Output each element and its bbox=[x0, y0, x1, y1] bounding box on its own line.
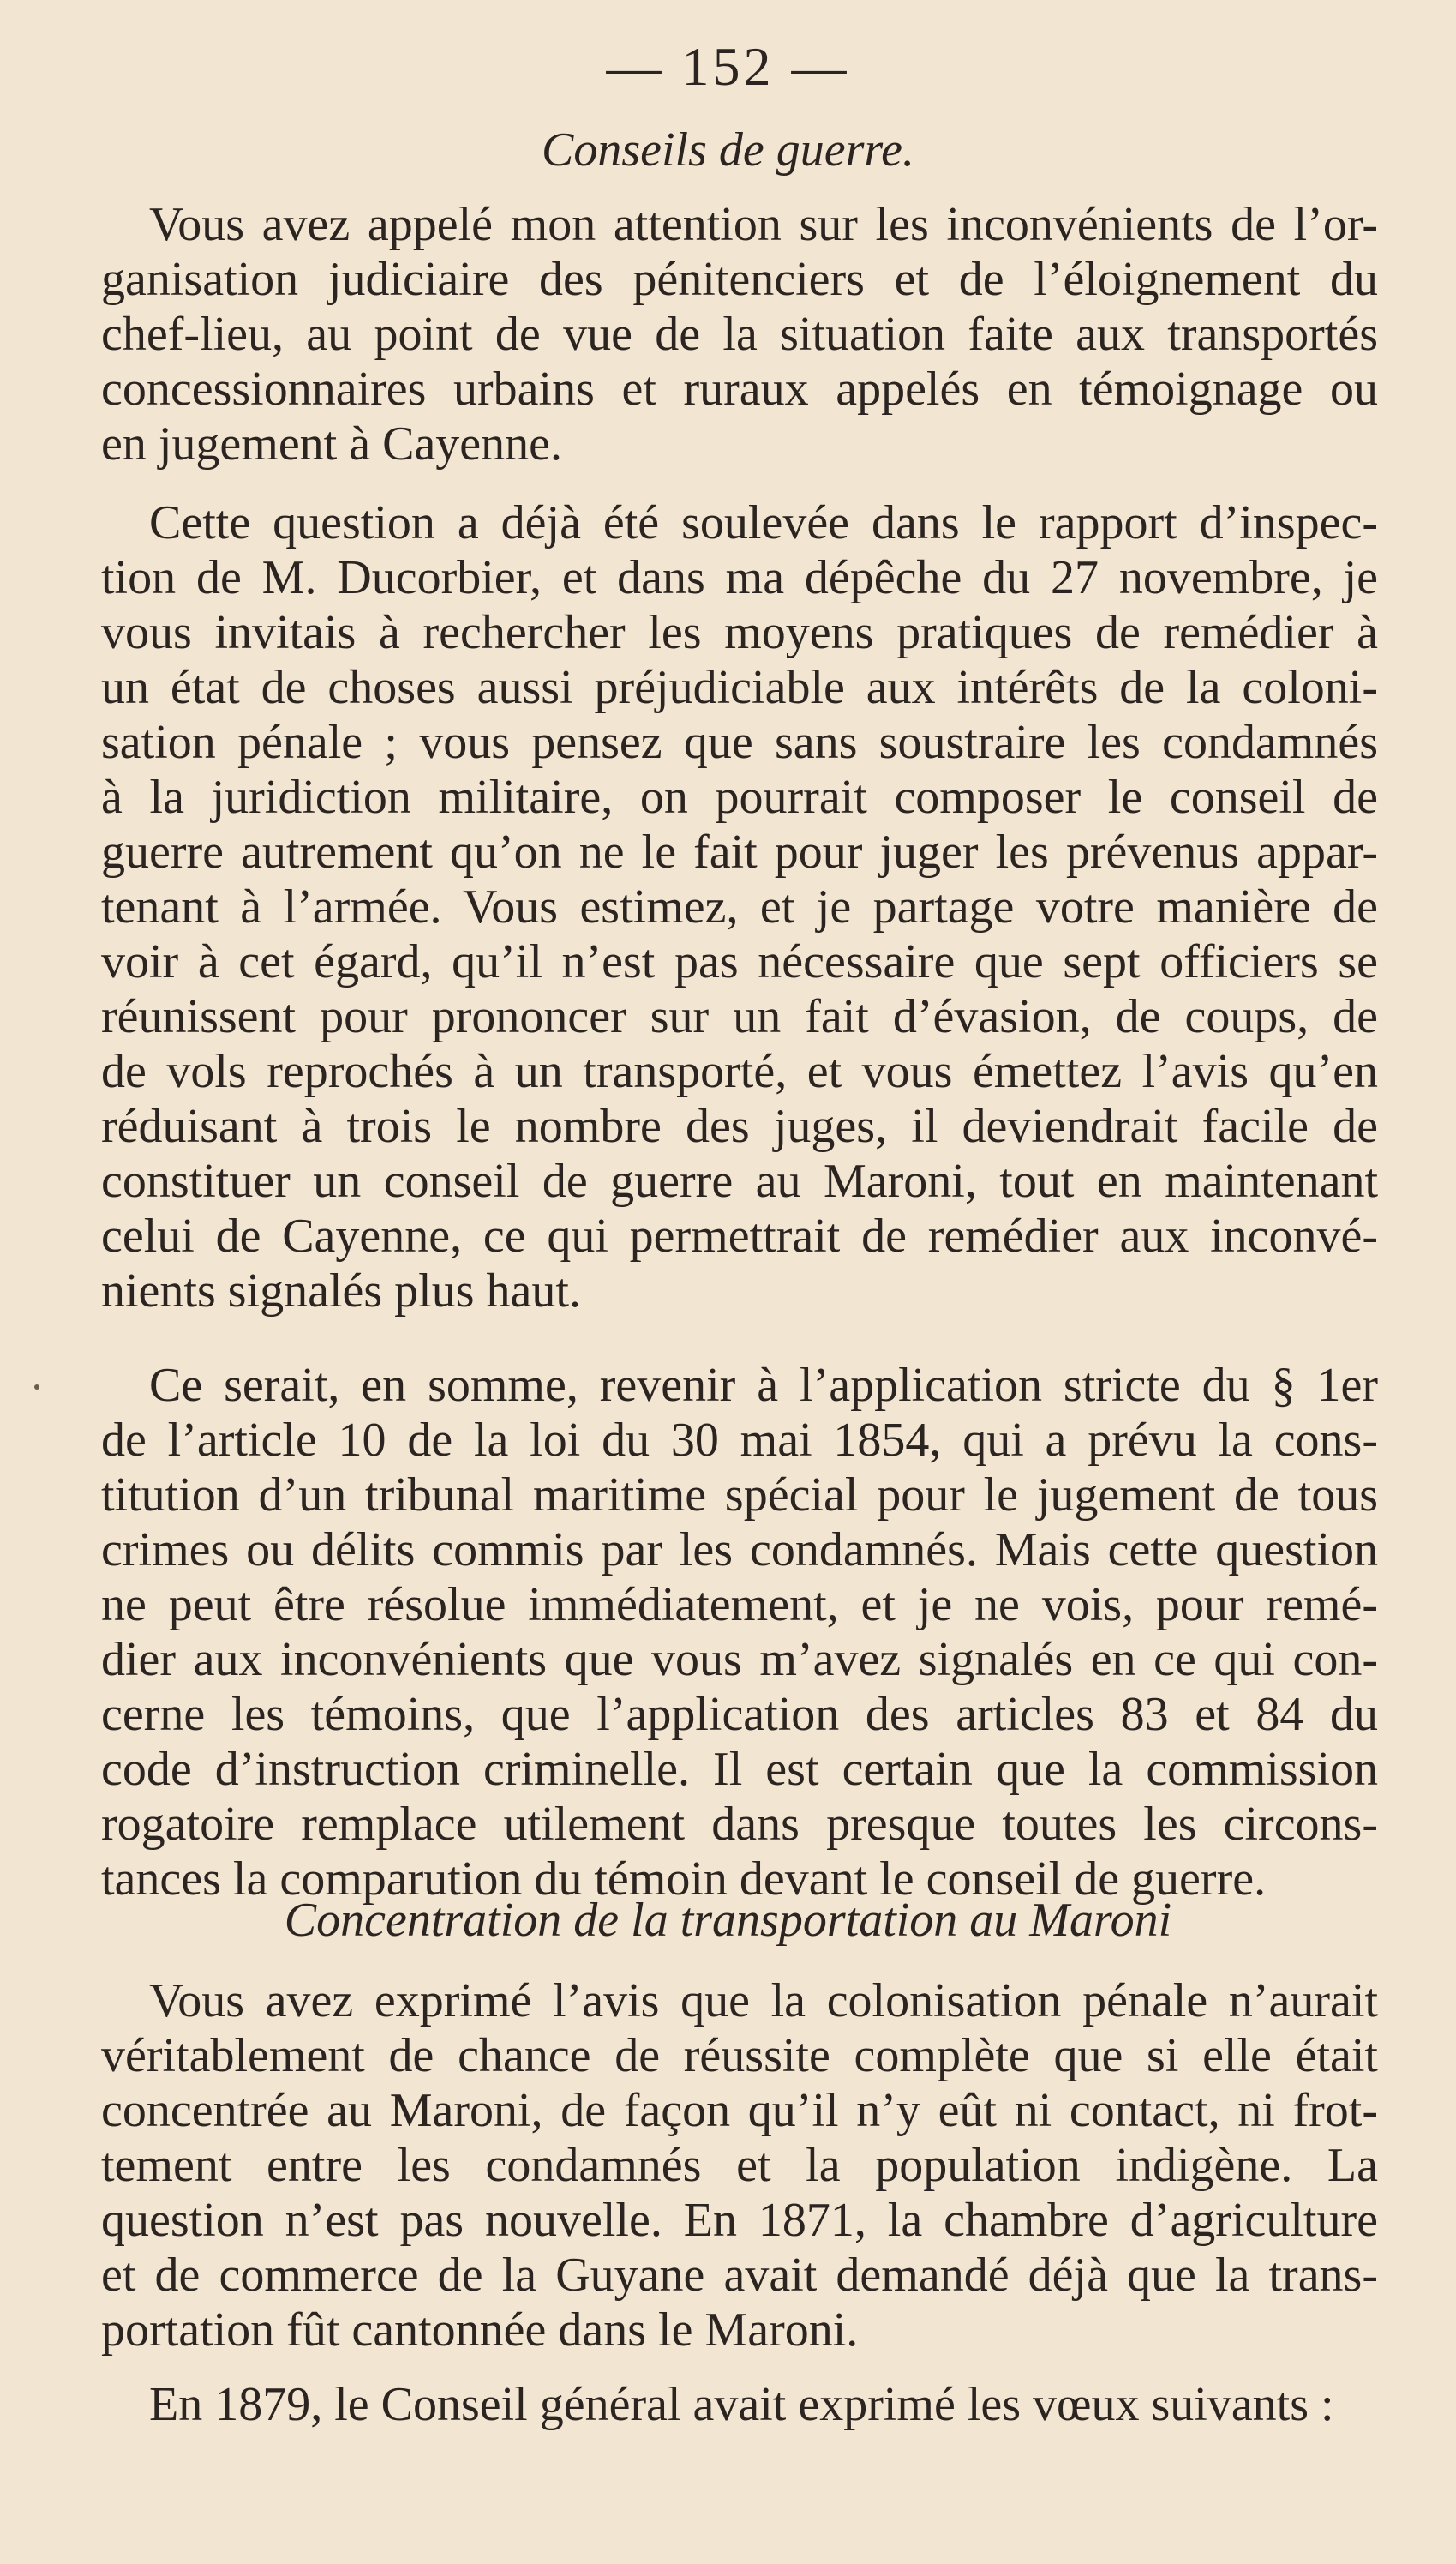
text-line: voir à cet égard, qu’il n’est pas nécessaire que sept officiers se bbox=[101, 935, 1378, 988]
text-line: sation pénale ; vous pensez que sans soustraire les condamnés bbox=[101, 716, 1378, 769]
text-line: de vols reprochés à un transporté, et vous émettez l’avis qu’en bbox=[101, 1045, 1378, 1098]
text-line: concessionnaires urbains et ruraux appelés en témoignage ou bbox=[101, 363, 1378, 416]
paragraph bbox=[101, 1973, 1378, 2357]
text-line: celui de Cayenne, ce qui permettrait de remédier aux inconvé- bbox=[101, 1210, 1378, 1263]
paragraph bbox=[101, 1358, 1378, 1906]
text-line: de l’article 10 de la loi du 30 mai 1854, qui a prévu la cons- bbox=[101, 1414, 1378, 1467]
text-line: et de commerce de la Guyane avait demandé déjà que la trans- bbox=[101, 2249, 1378, 2302]
text-line: constituer un conseil de guerre au Maroni, tout en maintenant bbox=[101, 1155, 1378, 1208]
text-line: ne peut être résolue immédiatement, et je ne vois, pour remé- bbox=[101, 1578, 1378, 1631]
paragraph bbox=[101, 495, 1378, 1318]
text-line: en jugement à Cayenne. bbox=[101, 417, 563, 471]
text-line: vous invitais à rechercher les moyens pratiques de remédier à bbox=[101, 606, 1378, 659]
text-line: code d’instruction criminelle. Il est certain que la commission bbox=[101, 1743, 1378, 1796]
page-number: — 152 — bbox=[606, 36, 850, 97]
text-line: question n’est pas nouvelle. En 1871, la chambre d’agriculture bbox=[101, 2194, 1378, 2247]
text-line: Vous avez appelé mon attention sur les inconvénients de l’or- bbox=[149, 198, 1378, 251]
section-heading-concentration: Concentration de la transportation au Maroni bbox=[284, 1894, 1172, 1947]
text-line: nients signalés plus haut. bbox=[101, 1264, 581, 1318]
text-line: Cette question a déjà été soulevée dans le rapport d’inspec- bbox=[149, 496, 1378, 549]
text-line: réduisant à trois le nombre des juges, il deviendrait facile de bbox=[101, 1100, 1378, 1153]
text-line: titution d’un tribunal maritime spécial pour le jugement de tous bbox=[101, 1468, 1378, 1522]
text-line: portation fût cantonnée dans le Maroni. bbox=[101, 2303, 859, 2357]
text-line: tement entre les condamnés et la population indigène. La bbox=[101, 2139, 1378, 2192]
section-heading-conseils-de-guerre: Conseils de guerre. bbox=[542, 123, 914, 177]
text-line: réunissent pour prononcer sur un fait d’évasion, de coups, de bbox=[101, 990, 1378, 1043]
paragraph bbox=[101, 2377, 1378, 2432]
text-line: dier aux inconvénients que vous m’avez signalés en ce qui con- bbox=[101, 1633, 1378, 1686]
text-line: rogatoire remplace utilement dans presque toutes les circons- bbox=[101, 1798, 1378, 1851]
text-line: tenant à l’armée. Vous estimez, et je partage votre manière de bbox=[101, 880, 1378, 934]
text-line: à la juridiction militaire, on pourrait composer le conseil de bbox=[101, 771, 1378, 824]
text-line: véritablement de chance de réussite complète que si elle était bbox=[101, 2029, 1378, 2082]
margin-speck bbox=[34, 1384, 39, 1390]
text-line: chef-lieu, au point de vue de la situation faite aux transportés bbox=[101, 308, 1378, 361]
text-line: En 1879, le Conseil général avait exprimé les vœux suivants : bbox=[149, 2378, 1334, 2431]
text-line: un état de choses aussi préjudiciable aux intérêts de la coloni- bbox=[101, 661, 1378, 714]
text-line: cerne les témoins, que l’application des articles 83 et 84 du bbox=[101, 1688, 1378, 1741]
text-line: tion de M. Ducorbier, et dans ma dépêche du 27 novembre, je bbox=[101, 551, 1378, 604]
text-line: Vous avez exprimé l’avis que la colonisation pénale n’aurait bbox=[149, 1974, 1378, 2027]
text-line: tances la comparution du témoin devant le conseil de guerre. bbox=[101, 1852, 1267, 1906]
text-line: concentrée au Maroni, de façon qu’il n’y eût ni contact, ni frot- bbox=[101, 2084, 1378, 2137]
text-line: Ce serait, en somme, revenir à l’application stricte du § 1er bbox=[149, 1359, 1378, 1412]
text-line: guerre autrement qu’on ne le fait pour juger les prévenus appar- bbox=[101, 826, 1378, 879]
text-line: crimes ou délits commis par les condamnés. Mais cette question bbox=[101, 1523, 1378, 1576]
text-line: ganisation judiciaire des pénitenciers et de l’éloignement du bbox=[101, 253, 1378, 306]
paragraph bbox=[101, 197, 1378, 471]
